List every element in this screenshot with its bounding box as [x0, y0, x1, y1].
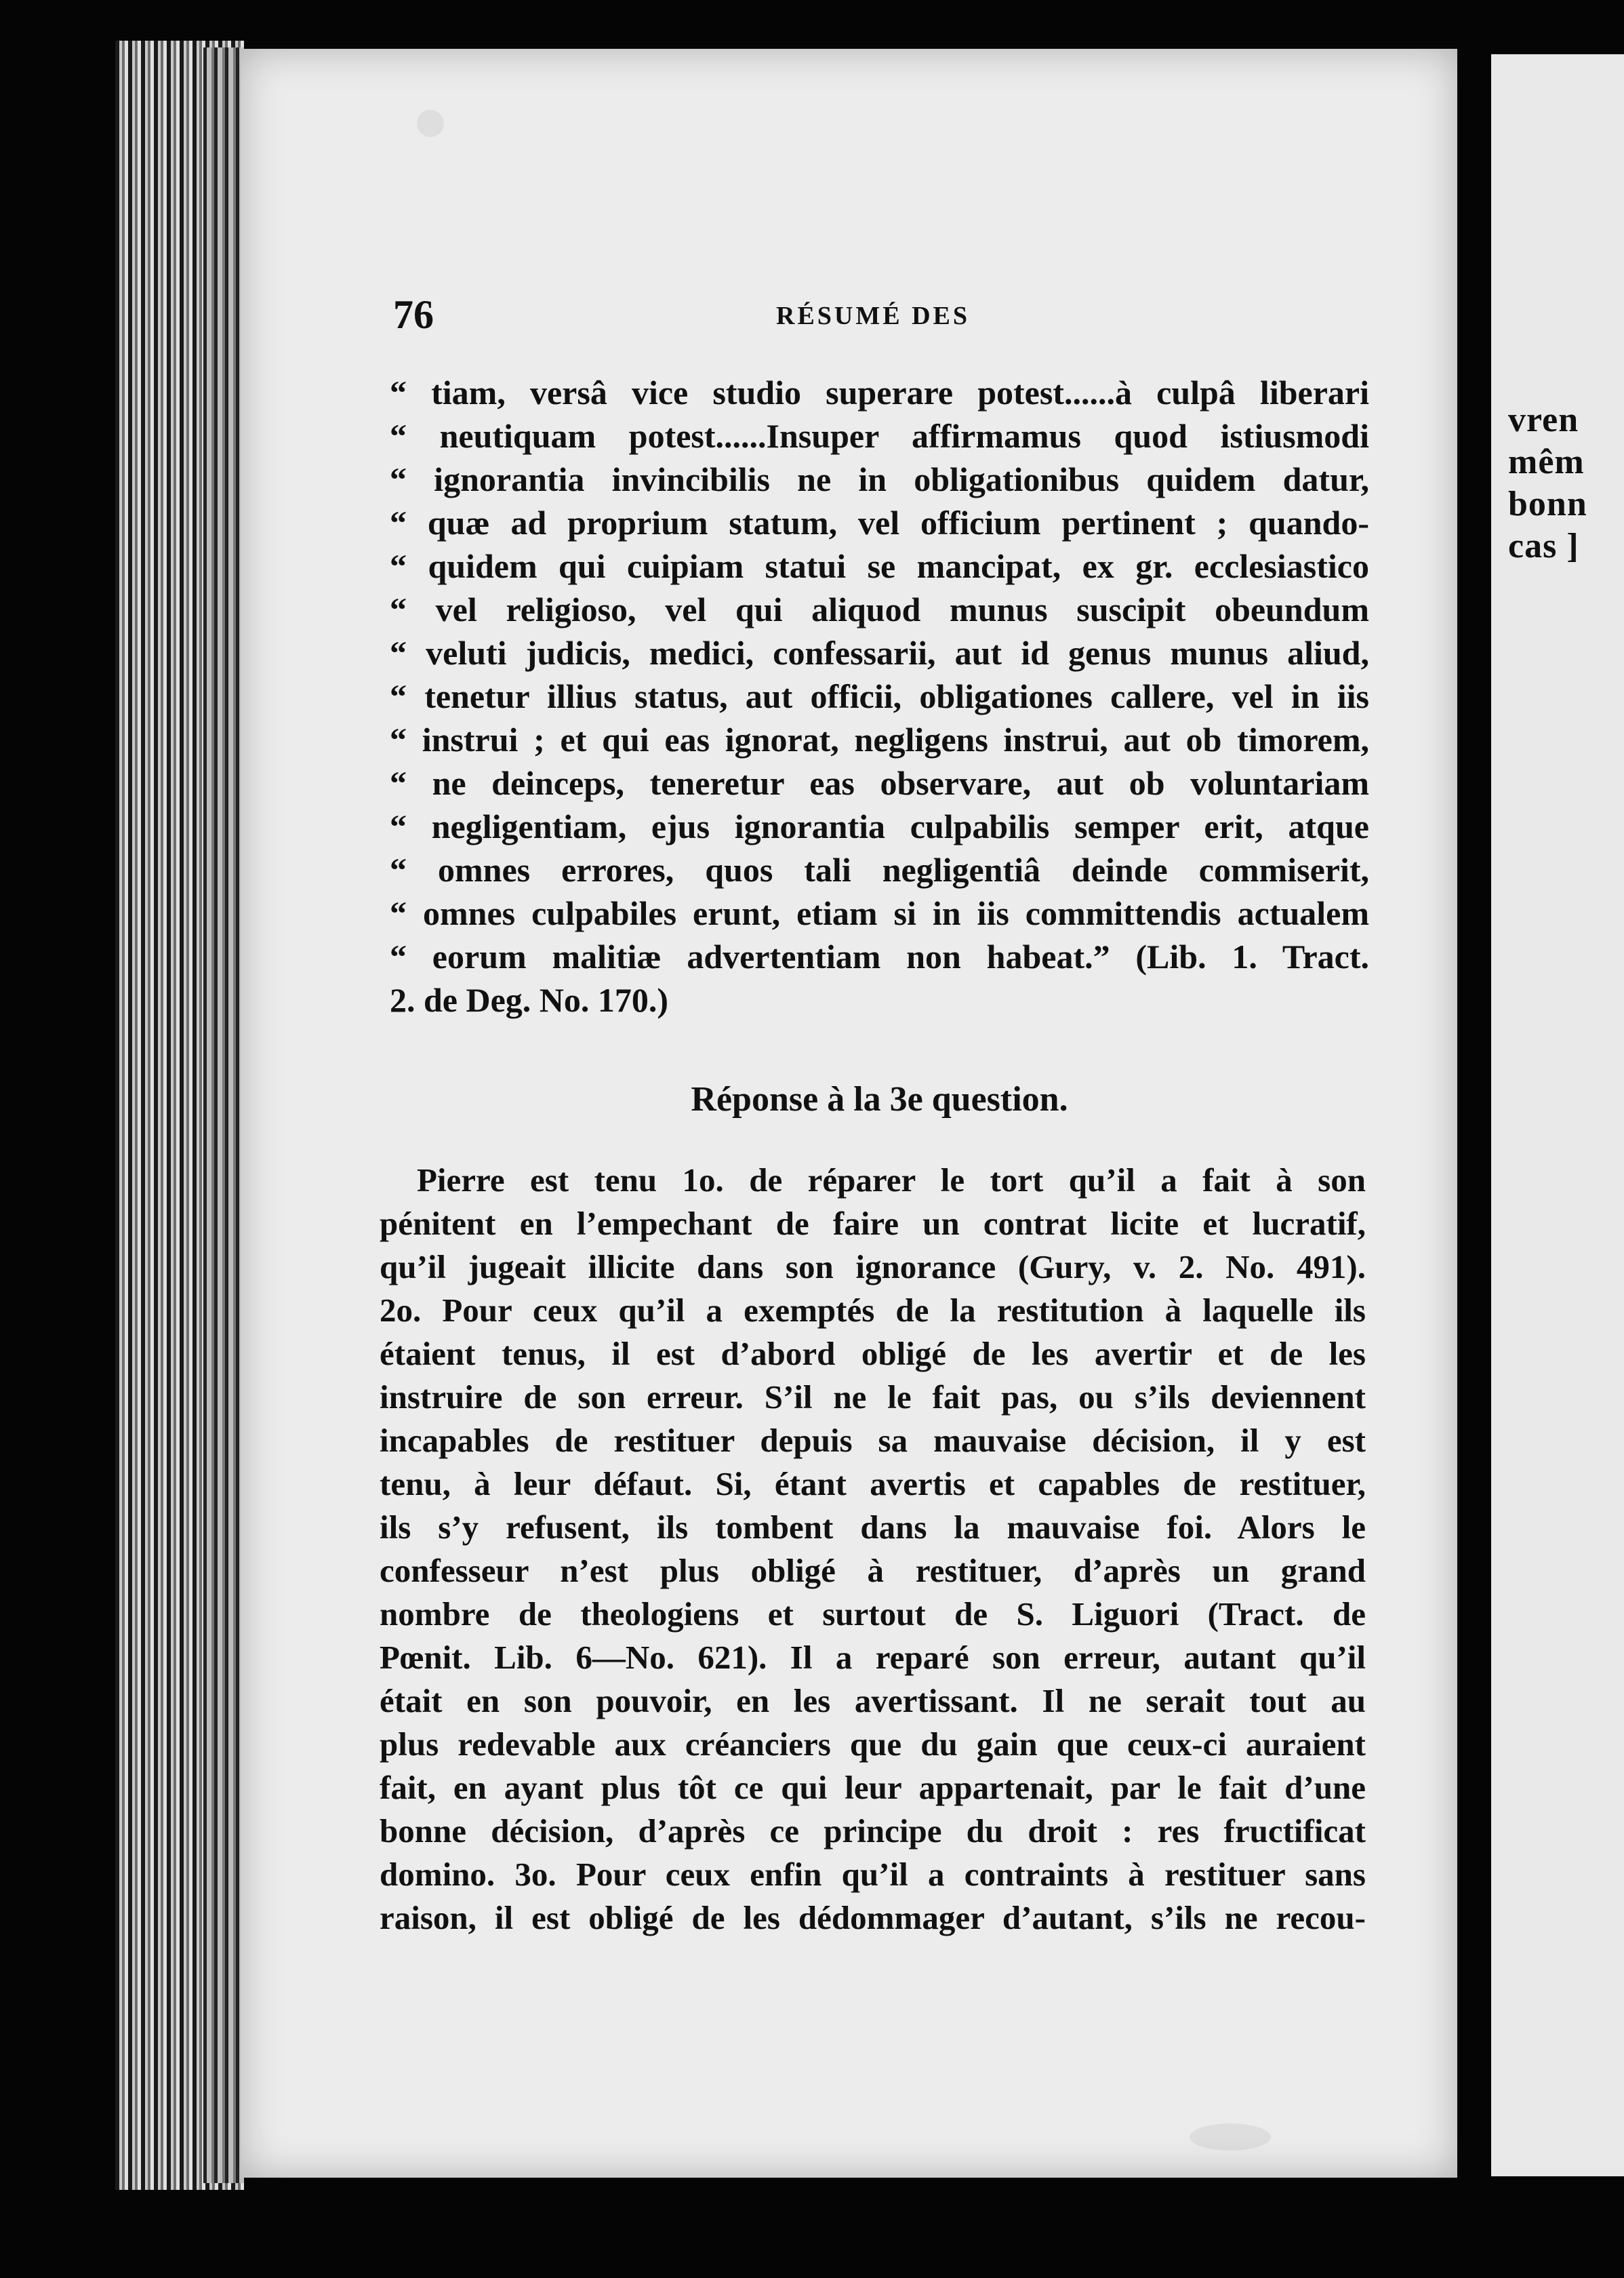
paper-speck [1190, 2123, 1271, 2151]
answer-line: tenu, à leur défaut. Si, étant avertis et capables de restituer, [380, 1465, 1366, 1502]
quote-line: “ instrui ; et qui eas ignorat, negligens instrui, aut ob timorem, [390, 721, 1369, 759]
page-number: 76 [393, 292, 434, 337]
answer-line: confesseur n’est plus obligé à restituer, d’après un grand [380, 1552, 1366, 1589]
section-heading: Réponse à la 3e question. [691, 1080, 1068, 1119]
answer-line: Pœnit. Lib. 6—No. 621). Il a reparé son erreur, autant qu’il [380, 1639, 1366, 1676]
answer-line: pénitent en l’empechant de faire un contrat licite et lucratif, [380, 1205, 1366, 1242]
quote-line: 2. de Deg. No. 170.) [390, 981, 669, 1019]
book-page-edges-inner [203, 47, 244, 2183]
answer-line: raison, il est obligé de les dédommager d’autant, s’ils ne recou- [380, 1899, 1366, 1936]
quote-line: “ tenetur illius status, aut officii, obligationes callere, vel in iis [390, 677, 1369, 715]
quote-line: “ neutiquam potest......Insuper affirmamus quod istiusmodi [390, 417, 1369, 455]
answer-line: bonne décision, d’après ce principe du droit : res fructificat [380, 1812, 1366, 1850]
answer-line: qu’il jugeait illicite dans son ignorance (Gury, v. 2. No. 491). [380, 1248, 1366, 1285]
answer-line: fait, en ayant plus tôt ce qui leur appartenait, par le fait d’une [380, 1769, 1366, 1806]
quote-line: “ quæ ad proprium statum, vel officium pertinent ; quando- [390, 504, 1369, 542]
answer-line: plus redevable aux créanciers que du gain que ceux-ci auraient [380, 1725, 1366, 1763]
quote-line: “ omnes errores, quos tali negligentiâ deinde commiserit, [390, 851, 1369, 889]
quote-line: “ eorum malitiæ advertentiam non habeat.” (Lib. 1. Tract. [390, 938, 1369, 976]
quote-line: “ tiam, versâ vice studio superare potest......à culpâ liberari [390, 374, 1369, 412]
paper-speck [417, 110, 444, 137]
answer-line: étaient tenus, il est d’abord obligé de les avertir et de les [380, 1335, 1366, 1372]
next-page-line: mêm [1508, 443, 1585, 481]
quote-line: “ omnes culpabiles erunt, etiam si in iis committendis actualem [390, 894, 1369, 932]
answer-line: était en son pouvoir, en les avertissant. Il ne serait tout au [380, 1682, 1366, 1719]
quote-line: “ negligentiam, ejus ignorantia culpabilis semper erit, atque [390, 807, 1369, 845]
page-header [393, 292, 1369, 339]
running-head: RÉSUMÉ DES [776, 302, 970, 330]
answer-line: incapables de restituer depuis sa mauvaise décision, il y est [380, 1422, 1366, 1459]
next-page-line: bonn [1508, 485, 1587, 523]
answer-line: Pierre est tenu 1o. de réparer le tort qu’il a fait à son [417, 1161, 1366, 1199]
quote-line: “ quidem qui cuipiam statui se mancipat, ex gr. ecclesiastico [390, 547, 1369, 585]
next-page-line: cas ] [1508, 527, 1579, 565]
next-page-line: vren [1508, 401, 1579, 439]
answer-line: domino. 3o. Pour ceux enfin qu’il a contraints à restituer sans [380, 1856, 1366, 1893]
quote-line: “ veluti judicis, medici, confessarii, aut id genus munus aliud, [390, 634, 1369, 672]
quote-line: “ vel religioso, vel qui aliquod munus suscipit obeundum [390, 591, 1369, 628]
answer-line: ils s’y refusent, ils tombent dans la mauvaise foi. Alors le [380, 1508, 1366, 1546]
answer-line: 2o. Pour ceux qu’il a exemptés de la restitution à laquelle ils [380, 1292, 1366, 1329]
answer-line: nombre de theologiens et surtout de S. Liguori (Tract. de [380, 1595, 1366, 1633]
answer-line: instruire de son erreur. S’il ne le fait pas, ou s’ils deviennent [380, 1378, 1366, 1416]
quote-line: “ ne deinceps, teneretur eas observare, aut ob voluntariam [390, 764, 1369, 802]
next-page-fragment [1491, 54, 1624, 2176]
quote-line: “ ignorantia invincibilis ne in obligationibus quidem datur, [390, 460, 1369, 498]
